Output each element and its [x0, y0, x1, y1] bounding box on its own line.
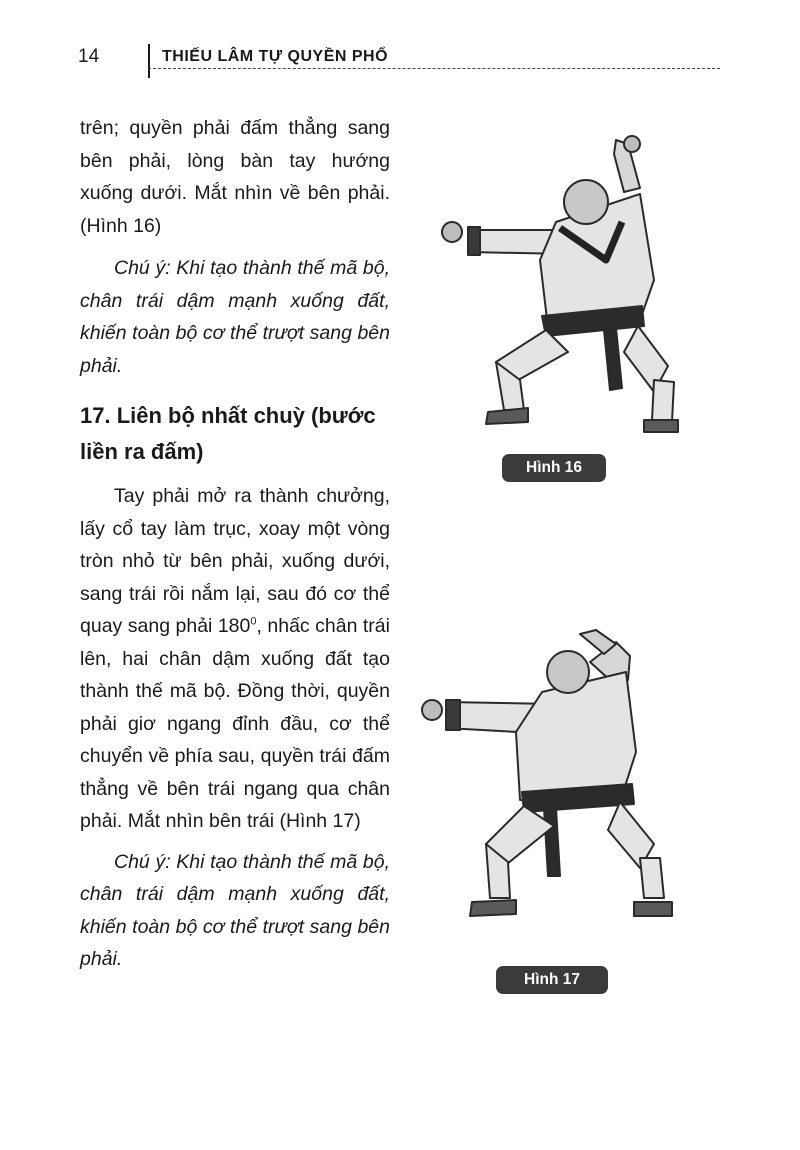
- header-rule: [148, 68, 720, 69]
- section-note: Chú ý: Khi tạo thành thế mã bộ, chân trái dậm mạnh xuống đất, khiến toàn bộ cơ thể trượt sang bên phải.: [80, 850, 390, 970]
- figure-16-photo: [428, 130, 680, 440]
- section-paragraph: [80, 480, 390, 838]
- header-separator: [148, 44, 150, 78]
- section-paragraph-part2: , nhấc chân trái lên, hai chân dậm xuống đất tạo thành thế mã bộ. Đồng thời, quyền phải giơ ngang đỉnh đầu, cơ thể chuyển về phía sau, quyền trái đấm thẳng về bên trái ngang qua chân phải. Mắt nhìn bên trái (Hình 17): [80, 615, 390, 832]
- page-header: [78, 40, 720, 74]
- figure-17-caption: Hình 17: [496, 966, 608, 994]
- section-heading: 17. Liên bộ nhất chuỳ (bước liền ra đấm): [80, 403, 376, 464]
- book-title: THIẾU LÂM TỰ QUYỀN PHỔ: [162, 48, 389, 65]
- figure-16-caption: Hình 16: [502, 454, 606, 482]
- degree-superscript: 0: [250, 615, 257, 628]
- section-paragraph-part1: Tay phải mở ra thành chưởng, lấy cổ tay làm trục, xoay một vòng tròn nhỏ từ bên phải, xuống dưới, sang trái rồi nắm lại, sau đó cơ thể quay sang phải 180: [80, 485, 390, 637]
- figure-17-photo: [420, 622, 682, 928]
- intro-note: Chú ý: Khi tạo thành thế mã bộ, chân trái dậm mạnh xuống đất, khiến toàn bộ cơ thể trượt sang bên phải.: [80, 257, 390, 377]
- section-body: [80, 480, 390, 976]
- intro-block: [80, 112, 390, 382]
- page-number: 14: [78, 46, 100, 67]
- intro-paragraph: trên; quyền phải đấm thẳng sang bên phải, lòng bàn tay hướng xuống dưới. Mắt nhìn về bên phải. (Hình 16): [80, 117, 390, 237]
